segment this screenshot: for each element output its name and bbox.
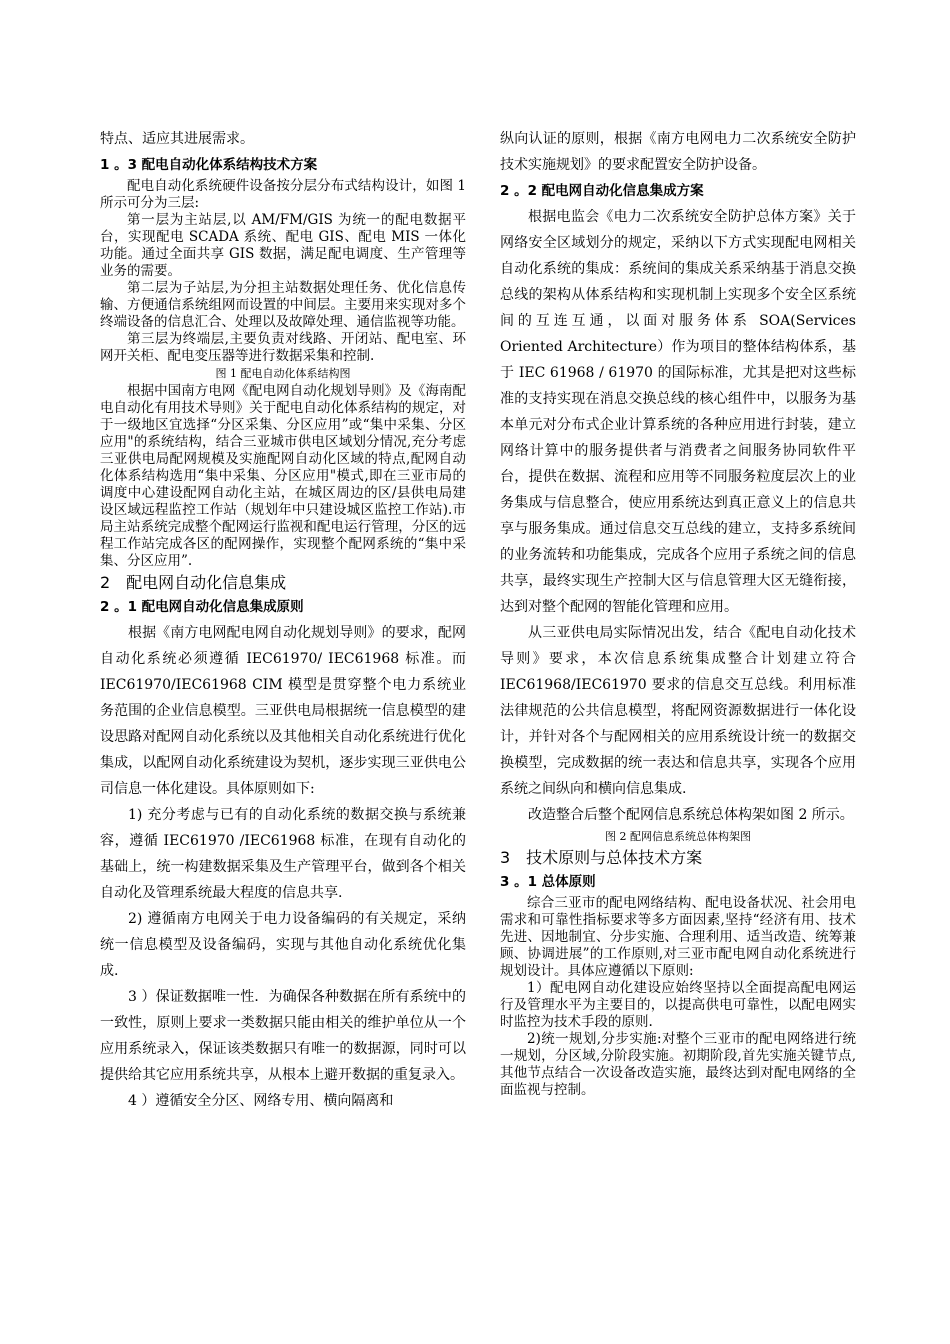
paragraph: 1) 充分考虑与已有的自动化系统的数据交换与系统兼容，遵循 IEC61970 /IEC61968 标准，在现有自动化的基础上，统一构建数据采集及生产管理平台，做到各个相关自动化及管理系统最大程度的信息共享. xyxy=(100,807,466,901)
paragraph: 特点、适应其进展需求。 xyxy=(100,131,254,147)
paragraph: 第二层为子站层,为分担主站数据处理任务、优化信息传输、方便通信系统组网而设置的中间层。主要用来实现对多个终端设备的信息汇合、处理以及故障处理、通信监视等功能。 xyxy=(100,280,466,330)
section-heading-3-1: 3 。1 总体原则 xyxy=(500,874,596,890)
paragraph: 4 ）遵循安全分区、网络专用、横向隔离和 xyxy=(128,1093,394,1109)
paragraph: 1）配电网自动化建设应始终坚持以全面提高配电网运行及管理水平为主要目的，以提高供电可靠性，以配电网实时监控为技术手段的原则. xyxy=(500,980,856,1030)
paragraph: 从三亚供电局实际情况出发，结合《配电自动化技术导则》要求，本次信息系统集成整合计划建立符合 IEC61968/IEC61970 要求的信息交互总线。利用标准法律规范的公共信息模型，将配网资源数据进行一体化设计，并针对各个与配网相关的应用系统设计统一的数据交换模型，完成数据的统一表达和信息共享，实现各个应用系统之间纵向和横向信息集成. xyxy=(500,625,856,797)
paragraph: 根据电监会《电力二次系统安全防护总体方案》关于网络安全区域划分的规定，采纳以下方式实现配电网相关自动化系统的集成：系统间的集成关系采纳基于消息交换总线的架构从体系结构和实现机制上实现多个安全区系统间的互连互通，以面对服务体系 SOA(Services Oriented Architecture）作为项目的整体结构体系，基于 IEC 61968 / 61970 的国际标准，尤其是把对这些标准的支持实现在消息交换总线的核心组件中，以服务为基本单元对分布式企业计算系统的各种应用进行封装，建立网络计算中的服务提供者与消费者之间服务协同软件平台，提供在数据、流程和应用等不同服务粒度层次上的业务集成与信息整合，使应用系统达到真正意义上的信息共享与服务集成。通过信息交互总线的建立，支持多系统间的业务流转和功能集成，完成各个应用子系统之间的信息共享，最终实现生产控制大区与信息管理大区无缝衔接，达到对整个配网的智能化管理和应用。 xyxy=(500,209,856,615)
paragraph: 配电自动化系统硬件设备按分层分布式结构设计，如图 1 所示可分为三层: xyxy=(100,178,466,211)
right-column xyxy=(500,126,856,1099)
section-heading-3: 3 技术原则与总体技术方案 xyxy=(500,848,703,867)
paragraph: 第一层为主站层,以 AM/FM/GIS 为统一的配电数据平台，实现配电 SCADA 系统、配电 GIS、配电 MIS 一体化功能。通过全面共享 GIS 数据，满足配电调度、生产管理等业务的需要。 xyxy=(100,212,466,279)
figure-2-caption: 图 2 配网信息系统总体构架图 xyxy=(605,830,751,843)
section-heading-2-1: 2 。1 配电网自动化信息集成原则 xyxy=(100,599,304,615)
paragraph: 纵向认证的原则，根据《南方电网电力二次系统安全防护技术实施规划》的要求配置安全防护设备。 xyxy=(500,131,856,173)
paragraph: 根据中国南方电网《配电网自动化规划导则》及《海南配电自动化有用技术导则》关于配电自动化体系结构的规定，对于一级地区宜选择“分区采集、分区应用”或“集中采集、分区应用"的系统结构，结合三亚城市供电区域划分情况,充分考虑三亚供电局配网规模及实施配网自动化区域的特点,配网自动化体系结构选用“集中采集、分区应用"模式,即在三亚市局的调度中心建设配网自动化主站，在城区周边的区/县供电局建设区域远程监控工作站（规划年中只建设城区监控工作站).市局主站系统完成整个配网运行监视和配电运行管理，分区的远程工作站完成各区的配网操作，实现整个配网系统的“集中采集、分区应用”. xyxy=(100,383,466,569)
paragraph: 改造整合后整个配网信息系统总体构架如图 2 所示。 xyxy=(528,807,854,823)
paragraph: 3 ）保证数据唯一性．为确保各种数据在所有系统中的一致性，原则上要求一类数据只能由相关的维护单位从一个应用系统录入，保证该类数据只有唯一的数据源，同时可以提供给其它应用系统共享，从根本上避开数据的重复录入。 xyxy=(100,989,466,1083)
paragraph: 第三层为终端层,主要负责对线路、开闭站、配电室、环网开关柜、配电变压器等进行数据采集和控制. xyxy=(100,331,466,364)
paragraph: 2)统一规划,分步实施:对整个三亚市的配电网络进行统一规划，分区域,分阶段实施。初期阶段,首先实施关键节点,其他节点结合一次设备改造实施，最终达到对配电网络的全面监视与控制。 xyxy=(500,1031,856,1098)
figure-1-caption: 图 1 配电自动化体系结构图 xyxy=(215,367,351,380)
section-heading-1-3: 1 。3 配电自动化体系结构技术方案 xyxy=(100,157,318,173)
section-heading-2: 2 配电网自动化信息集成 xyxy=(100,573,287,592)
paragraph: 2) 遵循南方电网关于电力设备编码的有关规定，采纳统一信息模型及设备编码，实现与其他自动化系统优化集成. xyxy=(100,911,466,979)
paragraph: 综合三亚市的配电网络结构、配电设备状况、社会用电需求和可靠性指标要求等多方面因素,坚持“经济有用、技术先进、因地制宜、分步实施、合理利用、适当改造、统筹兼顾、协调进展”的工作原则,对三亚市配电网自动化系统进行规划设计。具体应遵循以下原则: xyxy=(500,895,856,979)
paragraph: 根据《南方电网配电网自动化规划导则》的要求，配网自动化系统必须遵循 IEC61970/ IEC61968 标准。而 IEC61970/IEC61968 CIM 模型是贯穿整个电力系统业务范围的企业信息模型。三亚供电局根据统一信息模型的建设思路对配网自动化系统以及其他相关自动化系统进行优化集成，以配网自动化系统建设为契机，逐步实现三亚供电公司信息一体化建设。具体原则如下: xyxy=(100,625,466,797)
section-heading-2-2: 2 。2 配电网自动化信息集成方案 xyxy=(500,183,704,199)
left-column xyxy=(100,126,466,1114)
